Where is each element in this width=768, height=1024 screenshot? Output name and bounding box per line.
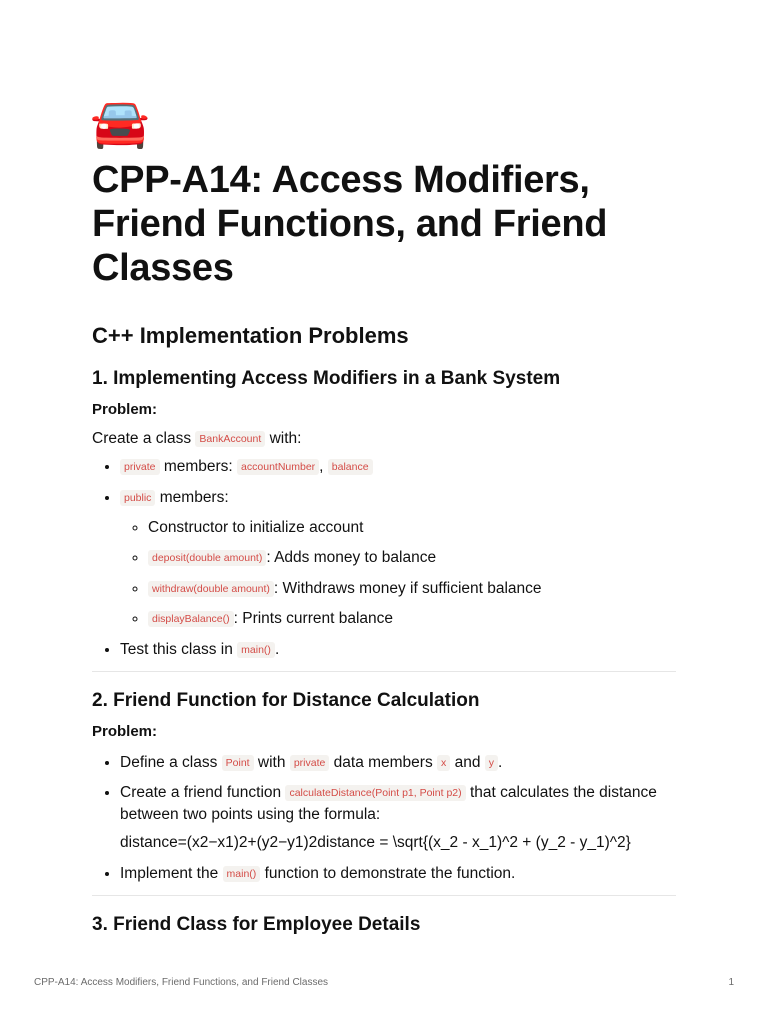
problem-label: Problem:: [92, 722, 158, 740]
document-page: [92, 96, 676, 938]
divider: [92, 895, 676, 896]
problem-1-heading: 1. Implementing Access Modifiers in a Bank System: [92, 368, 561, 389]
list-text: members:: [159, 488, 229, 506]
problem-1-intro: [92, 428, 676, 450]
page-footer: [34, 977, 734, 988]
list-text: and: [454, 753, 481, 771]
section-heading: C++ Implementation Problems: [92, 323, 409, 348]
list-text: Constructor to initialize account: [148, 518, 364, 536]
inline-code: calculateDistance(Point p1, Point p2): [285, 785, 465, 801]
problem-1-list: [92, 456, 676, 661]
inline-code: accountNumber: [237, 459, 319, 475]
inline-code: balance: [328, 459, 373, 475]
inline-code: x: [437, 755, 450, 771]
list-text: data members: [333, 753, 433, 771]
problem-3-heading: 3. Friend Class for Employee Details: [92, 913, 421, 935]
inline-code: main(): [223, 866, 261, 882]
list-text: Test this class in: [120, 640, 233, 658]
list-text: : Adds money to balance: [266, 549, 437, 566]
inline-code: displayBalance(): [148, 611, 234, 627]
public-members-list: [120, 517, 676, 631]
problem-2-heading: 2. Friend Function for Distance Calculation: [92, 689, 480, 711]
list-text: Define a class: [120, 753, 218, 771]
inline-code: BankAccount: [195, 431, 265, 447]
list-item: [148, 608, 676, 630]
list-text: function to demonstrate the function.: [264, 864, 516, 882]
distance-formula: distance=(x2−x1)2+(y2−y1)2distance = \sqrt{(x_2 - x_1)^2 + (y_2 - y_1)^2}: [120, 834, 631, 851]
list-item: [120, 863, 676, 885]
list-text: Create a friend function: [120, 784, 282, 801]
list-text: with: [257, 753, 286, 771]
intro-text: Create a class: [92, 430, 192, 447]
list-item-private: [120, 456, 676, 478]
problem-label: Problem:: [92, 401, 158, 418]
list-item: [148, 578, 676, 600]
list-text: members:: [163, 458, 233, 475]
list-text: : Prints current balance: [233, 610, 394, 627]
problem-2-list: [92, 752, 676, 885]
inline-code: deposit(double amount): [148, 550, 266, 566]
list-item: [148, 547, 676, 569]
inline-code: private: [120, 459, 160, 475]
inline-code: public: [120, 490, 155, 506]
inline-code: main(): [237, 642, 275, 658]
inline-code: Point: [222, 755, 254, 771]
footer-title: CPP-A14: Access Modifiers, Friend Functions, and Friend Classes: [34, 977, 329, 988]
divider: [92, 671, 676, 672]
list-text: Implement the: [120, 864, 219, 882]
list-item: [120, 752, 676, 774]
comma: ,: [319, 458, 324, 475]
intro-after: with:: [269, 430, 302, 447]
list-text: that calculates the distance between two points using the formula:: [120, 784, 657, 823]
list-item: [120, 782, 676, 854]
list-item-public: [120, 487, 676, 631]
inline-code: private: [290, 755, 330, 771]
list-item-test: [120, 639, 676, 661]
period: .: [274, 640, 280, 658]
page-title: CPP-A14: Access Modifiers, Friend Functions, and Friend Classes: [92, 159, 608, 289]
list-text: : Withdraws money if sufficient balance: [273, 579, 542, 597]
car-icon: 🚘: [90, 97, 150, 150]
inline-code: y: [485, 755, 498, 771]
inline-code: withdraw(double amount): [148, 581, 274, 597]
page-number: 1: [728, 977, 734, 988]
list-item: [148, 517, 676, 539]
period: .: [498, 753, 503, 771]
